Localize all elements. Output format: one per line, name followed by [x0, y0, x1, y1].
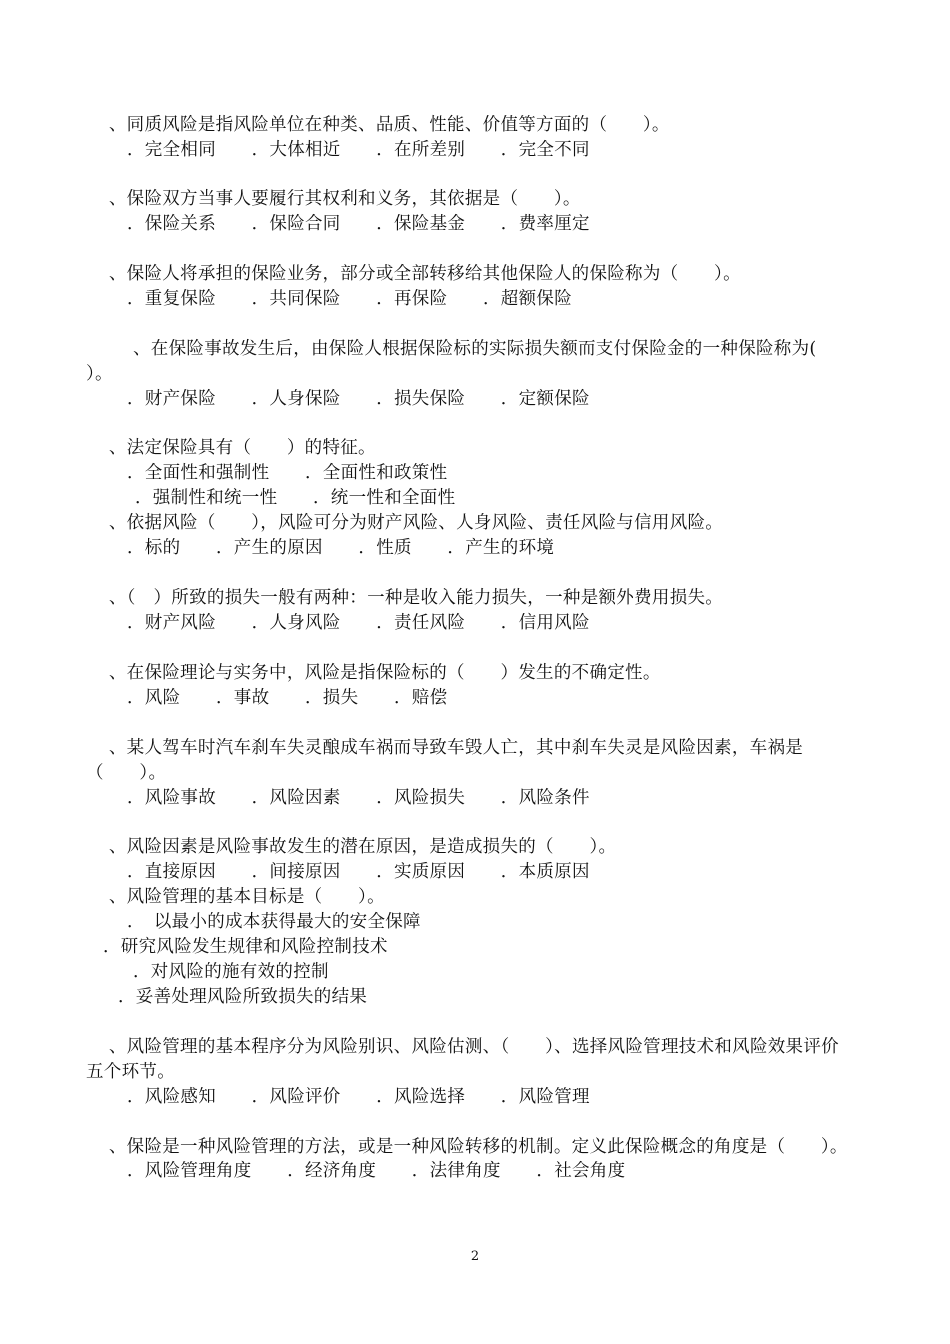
- question-11-option-b: ．研究风险发生规律和风险控制技术: [103, 937, 388, 957]
- question-9-stem-cont: （ ）。: [86, 763, 167, 783]
- question-6-stem: 、依据风险（ ），风险可分为财产风险、人身风险、责任风险与信用风险。: [103, 513, 724, 533]
- question-5-options-b: ．强制性和统一性 ．统一性和全面性: [135, 488, 456, 508]
- question-7-stem: 、（ ）所致的损失一般有两种：一种是收入能力损失，一种是额外费用损失。: [103, 588, 724, 608]
- question-12-options: ．风险感知 ．风险评价 ．风险选择 ．风险管理: [127, 1087, 590, 1107]
- question-13-stem: 、保险是一种风险管理的方法，或是一种风险转移的机制。定义此保险概念的角度是（ ）。: [103, 1137, 848, 1157]
- question-8-options: ．风险 ．事故 ．损失 ．赔偿: [127, 688, 448, 708]
- question-4-options: ．财产保险 ．人身保险 ．损失保险 ．定额保险: [127, 389, 590, 409]
- question-9-options: ．风险事故 ．风险因素 ．风险损失 ．风险条件: [127, 788, 590, 808]
- question-13-options: ．风险管理角度 ．经济角度 ．法律角度 ．社会角度: [127, 1161, 626, 1181]
- question-6-options: ．标的 ．产生的原因 ．性质 ．产生的环境: [127, 538, 555, 558]
- question-1-stem: 、同质风险是指风险单位在种类、品质、性能、价值等方面的（ ）。: [103, 115, 670, 135]
- question-7-options: ．财产风险 ．人身风险 ．责任风险 ．信用风险: [127, 613, 590, 633]
- question-2-stem: 、保险双方当事人要履行其权利和义务，其依据是（ ）。: [103, 189, 581, 209]
- question-3-options: ．重复保险 ．共同保险 ．再保险 ．超额保险: [127, 289, 572, 309]
- question-4-stem: 、在保险事故发生后，由保险人根据保险标的实际损失额而支付保险金的一种保险称为(: [133, 339, 817, 359]
- question-11-option-d: ．妥善处理风险所致损失的结果: [118, 987, 368, 1007]
- question-5-stem: 、法定保险具有（ ）的特征。: [103, 438, 376, 458]
- page-number: 2: [470, 1249, 480, 1264]
- question-11-stem: 、风险管理的基本目标是（ ）。: [103, 887, 385, 907]
- question-12-stem: 、风险管理的基本程序分为风险别识、风险估测、（ ）、选择风险管理技术和风险效果评价: [103, 1037, 839, 1057]
- question-5-options-a: ．全面性和强制性 ．全面性和政策性: [127, 463, 448, 483]
- question-1-options: ．完全相同 ．大体相近 ．在所差别 ．完全不同: [127, 140, 590, 160]
- question-2-options: ．保险关系 ．保险合同 ．保险基金 ．费率厘定: [127, 214, 590, 234]
- question-3-stem: 、保险人将承担的保险业务，部分或全部转移给其他保险人的保险称为（ ）。: [103, 264, 741, 284]
- question-9-stem: 、某人驾车时汽车刹车失灵酿成车祸而导致车毁人亡，其中刹车失灵是风险因素，车祸是: [103, 738, 804, 758]
- question-8-stem: 、在保险理论与实务中，风险是指保险标的（ ）发生的不确定性。: [103, 663, 661, 683]
- question-12-stem-cont: 五个环节。: [86, 1062, 175, 1082]
- question-11-option-a: ． 以最小的成本获得最大的安全保障: [127, 912, 421, 932]
- question-11-option-c: ．对风险的施有效的控制: [133, 962, 329, 982]
- question-10-options: ．直接原因 ．间接原因 ．实质原因 ．本质原因: [127, 862, 590, 882]
- question-10-stem: 、风险因素是风险事故发生的潜在原因，是造成损失的（ ）。: [103, 837, 617, 857]
- question-4-stem-cont: ）。: [86, 364, 113, 384]
